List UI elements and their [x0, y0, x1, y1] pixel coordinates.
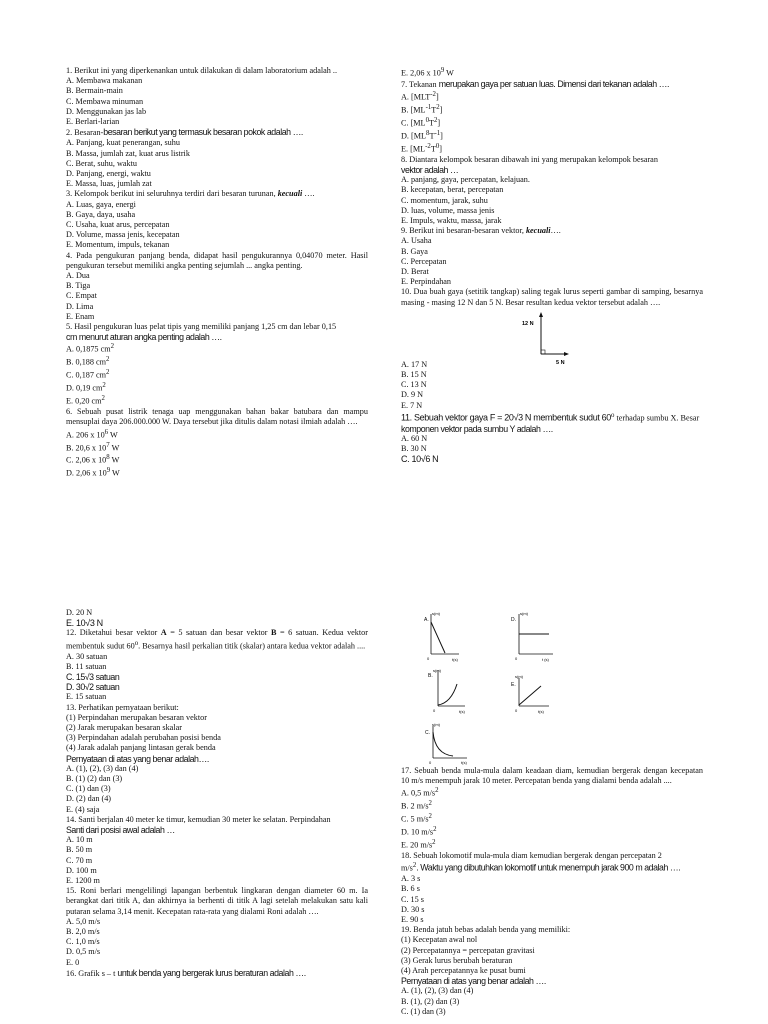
graph-a-ylabel: s(m) — [432, 611, 440, 616]
q6-option-c: C. 2,06 x $10^8$ W — [66, 454, 120, 466]
q5-option-b: B. 0,188 $cm^2$ — [66, 356, 110, 368]
q6-option-d: D. 2,06 x $10^9$ W — [66, 467, 120, 479]
q13-statement-2: (2) Jarak merupakan besaran skalar — [66, 722, 182, 732]
question-17: 17. Sebuah benda mula-mula dalam keadaan diam, kemudian bergerak dengan kecepatan 10 m/s menempuh jarak 10 meter. Percepatan benda yang dialami benda adalah .... — [401, 766, 703, 786]
q18-option-c: C. 15 s — [401, 894, 424, 904]
force-12n-label: 12 N — [522, 320, 534, 327]
q2-option-c: C. Berat, suhu, waktu — [66, 158, 137, 168]
q13-option-b: B. (1) (2) dan (3) — [66, 773, 123, 783]
question-11-cont: komponen vektor pada sumbu Y adalah …. — [401, 423, 553, 434]
graph-e-letter: E. — [511, 682, 516, 688]
question-15: 15. Roni berlari mengelilingi lapangan berbentuk lingkaran dengan diameter 60 m. Ia berangkat dari titik A, dan akhirnya ia berhenti di titik A lagi setelah melakukan satu kali putaran selama 3,14 menit. Kecepatan rata-rata yang dialami Roni adalah …. — [66, 886, 368, 916]
q18-option-d: D. 30 s — [401, 904, 425, 914]
q9-option-d: D. Berat — [401, 267, 429, 277]
q5-option-e: E. 0,20 $cm^2$ — [66, 395, 105, 406]
q4-option-d: D. Lima — [66, 301, 94, 311]
q13-prompt: Pernyataan di atas yang benar adalah…. — [66, 753, 209, 764]
q13-statement-3: (3) Perpindahan adalah perubahan posisi benda — [66, 733, 221, 743]
q3-option-d: D. Volume, massa jenis, kecepatan — [66, 230, 180, 240]
question-16: 16. Grafik s – t untuk benda yang bergerak lurus beraturan adalah …. — [66, 967, 306, 978]
q4-option-a: A. Dua — [66, 271, 90, 281]
q15-option-d: D. 0,5 m/s — [66, 947, 101, 957]
q12-option-b: B. 11 satuan — [66, 661, 107, 671]
q13-option-c: C. (1) dan (3) — [66, 784, 111, 794]
graph-d-xlabel: t (s) — [542, 657, 549, 662]
question-8: 8. Diantara kelompok besaran dibawah ini yang merupakan kelompok besaran — [401, 154, 658, 164]
graph-b-letter: B. — [428, 673, 433, 679]
graph-e — [511, 674, 549, 714]
q19-option-a: A. (1), (2), (3) dan (4) — [401, 986, 474, 996]
q6-option-a: A. 206 x $10^6$ W — [66, 428, 118, 440]
q13-statement-4: (4) Jarak adalah panjang lintasan gerak benda — [66, 743, 216, 753]
q3-option-b: B. Gaya, daya, usaha — [66, 209, 136, 219]
q14-option-b: B. 50 m — [66, 845, 93, 855]
q3-option-a: A. Luas, gaya, energi — [66, 199, 136, 209]
question-3: 3. Kelompok berikut ini seluruhnya terdiri dari besaran turunan, kecuali …. — [66, 189, 315, 199]
q13-option-d: D. (2) dan (4) — [66, 794, 112, 804]
graph-a-letter: A. — [424, 617, 429, 623]
q14-option-a: A. 10 m — [66, 835, 93, 845]
q5-option-a: A. 0,1875 $cm^2$ — [66, 343, 114, 355]
q10-option-c: C. 13 N — [401, 380, 427, 390]
q15-option-c: C. 1,0 m/s — [66, 937, 100, 947]
q19-statement-2: (2) Percepatannya = percepatan gravitasi — [401, 945, 535, 955]
q19-statement-3: (3) Gerak lurus berubah beraturan — [401, 955, 513, 965]
q15-option-b: B. 2,0 m/s — [66, 927, 100, 937]
q5-option-d: D. 0,19 $cm^2$ — [66, 382, 106, 394]
question-19: 19. Benda jatuh bebas adalah benda yang memiliki: — [401, 925, 571, 935]
q7-option-e: E. $[ML^{-2}T^0]$ — [401, 142, 442, 154]
question-5: 5. Hasil pengukuran luas pelat tipis yang memiliki panjang 1,25 cm dan lebar 0,15 — [66, 322, 337, 332]
q9-option-e: E. Perpindahan — [401, 277, 452, 287]
q2-option-e: E. Massa, luas, jumlah zat — [66, 179, 152, 189]
question-11: 11. Sebuah vektor gaya F = 20√3 N membentuk sudut 60$^o$ terhadap sumbu X. Besar — [401, 411, 700, 423]
graph-d-origin: 0 — [515, 656, 518, 661]
q19-option-c: C. (1) dan (3) — [401, 1006, 446, 1016]
graph-d — [511, 611, 553, 662]
right-column-bottom — [401, 766, 703, 1017]
q12-option-e: E. 15 satuan — [66, 692, 107, 702]
graph-b-xlabel: t(s) — [459, 709, 465, 714]
graph-c-letter: C. — [425, 730, 430, 736]
q10-option-e: E. 7 N — [401, 400, 423, 410]
graph-a-xlabel: t(s) — [452, 657, 458, 662]
q14-option-c: C. 70 m — [66, 855, 93, 865]
q7-option-b: B. $[ML^{-1}T^2]$ — [401, 104, 443, 115]
q8-option-c: C. momentum, jarak, suhu — [401, 195, 488, 205]
q13-statement-1: (1) Perpindahan merupakan besaran vektor — [66, 712, 207, 722]
q18-option-a: A. 3 s — [401, 874, 421, 884]
q2-option-b: B. Massa, jumlah zat, kuat arus listrik — [66, 148, 190, 158]
q19-statement-1: (1) Kecepatan awal nol — [401, 935, 478, 945]
q12-option-a: A. 30 satuan — [66, 651, 108, 661]
q1-option-d: D. Menggunakan jas lab — [66, 106, 147, 116]
graph-a — [424, 611, 459, 662]
q15-option-a: A. 5,0 m/s — [66, 916, 101, 926]
q11-option-c: C. 10√6 N — [401, 454, 439, 465]
question-10: 10. Dua buah gaya (setitik tangkap) saling tegak lurus seperti gambar di samping, besarnya masing - masing 12 N dan 5 N. Besar resultan kedua vektor tersebut adalah …. — [401, 287, 703, 307]
q19-prompt: Pernyataan di atas yang benar adalah …. — [401, 976, 546, 987]
q6-option-b: B. 20,6 x $10^7$ W — [66, 441, 120, 453]
graph-c-origin: 0 — [429, 760, 432, 765]
question-4: 4. Pada pengukuran panjang benda, didapat hasil pengukurannya 0,04070 meter. Hasil pengukuran tersebut memiliki angka penting sejumlah ... angka penting. — [66, 250, 368, 270]
q12-option-d: D. 30√2 satuan — [66, 682, 120, 693]
q10-option-a: A. 17 N — [401, 359, 428, 369]
q17-option-e: E. 20 $m/s^2$ — [401, 839, 436, 850]
st-graphs-svg — [401, 608, 581, 766]
q18-option-e: E. 90 s — [401, 915, 424, 925]
q8-option-e: E. Impuls, waktu, massa, jarak — [401, 216, 502, 226]
q9-option-c: C. Percepatan — [401, 256, 447, 266]
q17-option-a: A. 0,5 $m/s^2$ — [401, 787, 439, 799]
q6-option-e: E. 2,06 x $10^9$ W — [401, 67, 454, 78]
q10-option-b: B. 15 N — [401, 370, 427, 380]
q17-option-d: D. 10 $m/s^2$ — [401, 826, 437, 837]
graph-c-xlabel: t(s) — [461, 760, 467, 765]
q9-option-b: B. Gaya — [401, 246, 428, 256]
graph-a-origin: 0 — [427, 656, 430, 661]
q1-option-b: B. Bermain-main — [66, 86, 123, 96]
q12-option-c: C. 15√3 satuan — [66, 671, 120, 682]
q2-option-d: D. Panjang, energi, waktu — [66, 169, 151, 179]
q8-option-b: B. kecepatan, berat, percepatan — [401, 185, 504, 195]
q8-option-a: A. panjang, gaya, percepatan, kelajuan. — [401, 175, 530, 185]
graph-c — [425, 722, 467, 765]
q8-option-d: D. luas, volume, massa jenis — [401, 205, 495, 215]
graph-e-origin: 0 — [515, 708, 518, 713]
question-7: 7. Tekanan merupakan gaya per satuan luas. Dimensi dari tekanan adalah …. — [401, 78, 669, 89]
q1-option-e: E. Berlari-larian — [66, 117, 120, 127]
question-14: 14. Santi berjalan 40 meter ke timur, kemudian 30 meter ke selatan. Perpindahan — [66, 814, 331, 824]
q10-option-d: D. 9 N — [401, 390, 424, 400]
q17-option-b: B. 2 $m/s^2$ — [401, 800, 432, 812]
graph-e-ylabel: s(m) — [515, 674, 523, 679]
q3-option-c: C. Usaha, kuat arus, percepatan — [66, 220, 170, 230]
q7-option-a: A. $[MLT^{-2}]$ — [401, 91, 439, 102]
question-14-cont: Santi dari posisi awal adalah … — [66, 825, 175, 835]
q1-option-c: C. Membawa minuman — [66, 96, 144, 106]
q4-option-b: B. Tiga — [66, 281, 91, 291]
graph-b — [428, 668, 465, 714]
question-13: 13. Perhatikan pernyataan berikut: — [66, 702, 179, 712]
force-5n-label: 5 N — [556, 359, 565, 366]
q15-option-e: E. 0 — [66, 957, 80, 967]
q9-option-a: A. Usaha — [401, 236, 432, 246]
right-column-top — [401, 66, 703, 465]
graph-e-xlabel: t(s) — [538, 709, 544, 714]
q13-option-a: A. (1), (2), (3) dan (4) — [66, 763, 139, 773]
q2-option-a: A. Panjang, kuat penerangan, suhu — [66, 138, 180, 148]
question-6: 6. Sebuah pusat listrik tenaga uap menggunakan bahan bakar batubara dan mampu mensuplai daya 206.000.000 W. Daya tersebut jika ditulis dalam notasi ilmiah adalah …. — [66, 407, 368, 427]
q11-option-a: A. 60 N — [401, 434, 428, 444]
q18-option-b: B. 6 s — [401, 884, 420, 894]
q19-statement-4: (4) Arah percepatannya ke pusat bumi — [401, 966, 526, 976]
graph-c-ylabel: s(m) — [432, 722, 440, 727]
q17-option-c: C. 5 $m/s^2$ — [401, 813, 432, 825]
q5-option-c: C. 0,187 $cm^2$ — [66, 369, 110, 381]
q19-option-b: B. (1), (2) dan (3) — [401, 996, 460, 1006]
q4-option-e: E. Enam — [66, 311, 95, 321]
q14-option-d: D. 100 m — [66, 865, 97, 875]
question-2: 2. Besaran-besaran berikut yang termasuk besaran pokok adalah …. — [66, 127, 303, 138]
q7-option-d: D. $[ML^8T^{-1}]$ — [401, 129, 443, 141]
q13-option-e: E. (4) saja — [66, 804, 100, 814]
question-1: 1. Berikut ini yang diperkenankan untuk dilakukan di dalam laboratorium adalah .. — [66, 66, 338, 75]
q7-option-c: C. $[ML^0T^2]$ — [401, 117, 441, 128]
question-9: 9. Berikut ini besaran-besaran vektor, kecuali…. — [401, 226, 561, 236]
q4-option-c: C. Empat — [66, 291, 97, 301]
graph-options — [401, 608, 581, 766]
q1-option-a: A. Membawa makanan — [66, 76, 143, 86]
question-12: 12. Diketahui besar vektor A = 5 satuan dan besar vektor B = 6 satuan. Kedua vektor membentuk sudut 60$^o$. Besarnya hasil perkalian titik (skalar) antara kedua vektor adalah .... — [66, 628, 369, 651]
left-column-top — [66, 66, 368, 479]
q3-option-e: E. Momentum, impuls, tekanan — [66, 240, 170, 250]
left-column-bottom — [66, 608, 368, 979]
q11-option-d: D. 20 N — [66, 608, 93, 617]
graph-b-ylabel: s(m) — [433, 668, 441, 673]
question-5-cont: cm menurut aturan angka penting adalah …. — [66, 332, 222, 343]
graph-b-origin: 0 — [433, 708, 436, 713]
question-18: 18. Sebuah lokomotif mula-mula diam kemudian bergerak dengan percepatan 2 — [401, 851, 662, 861]
question-8-cont: vektor adalah … — [401, 165, 459, 176]
q11-option-b: B. 30 N — [401, 444, 427, 454]
question-18-cont: $m/s^2$. Waktu yang dibutuhkan lokomotif untuk menempuh jarak 900 m adalah …. — [401, 862, 681, 874]
q11-option-e: E. 10√3 N — [66, 618, 103, 629]
graph-d-ylabel: s(m) — [520, 611, 528, 616]
graph-d-letter: D. — [511, 617, 516, 623]
q14-option-e: E. 1200 m — [66, 876, 100, 886]
